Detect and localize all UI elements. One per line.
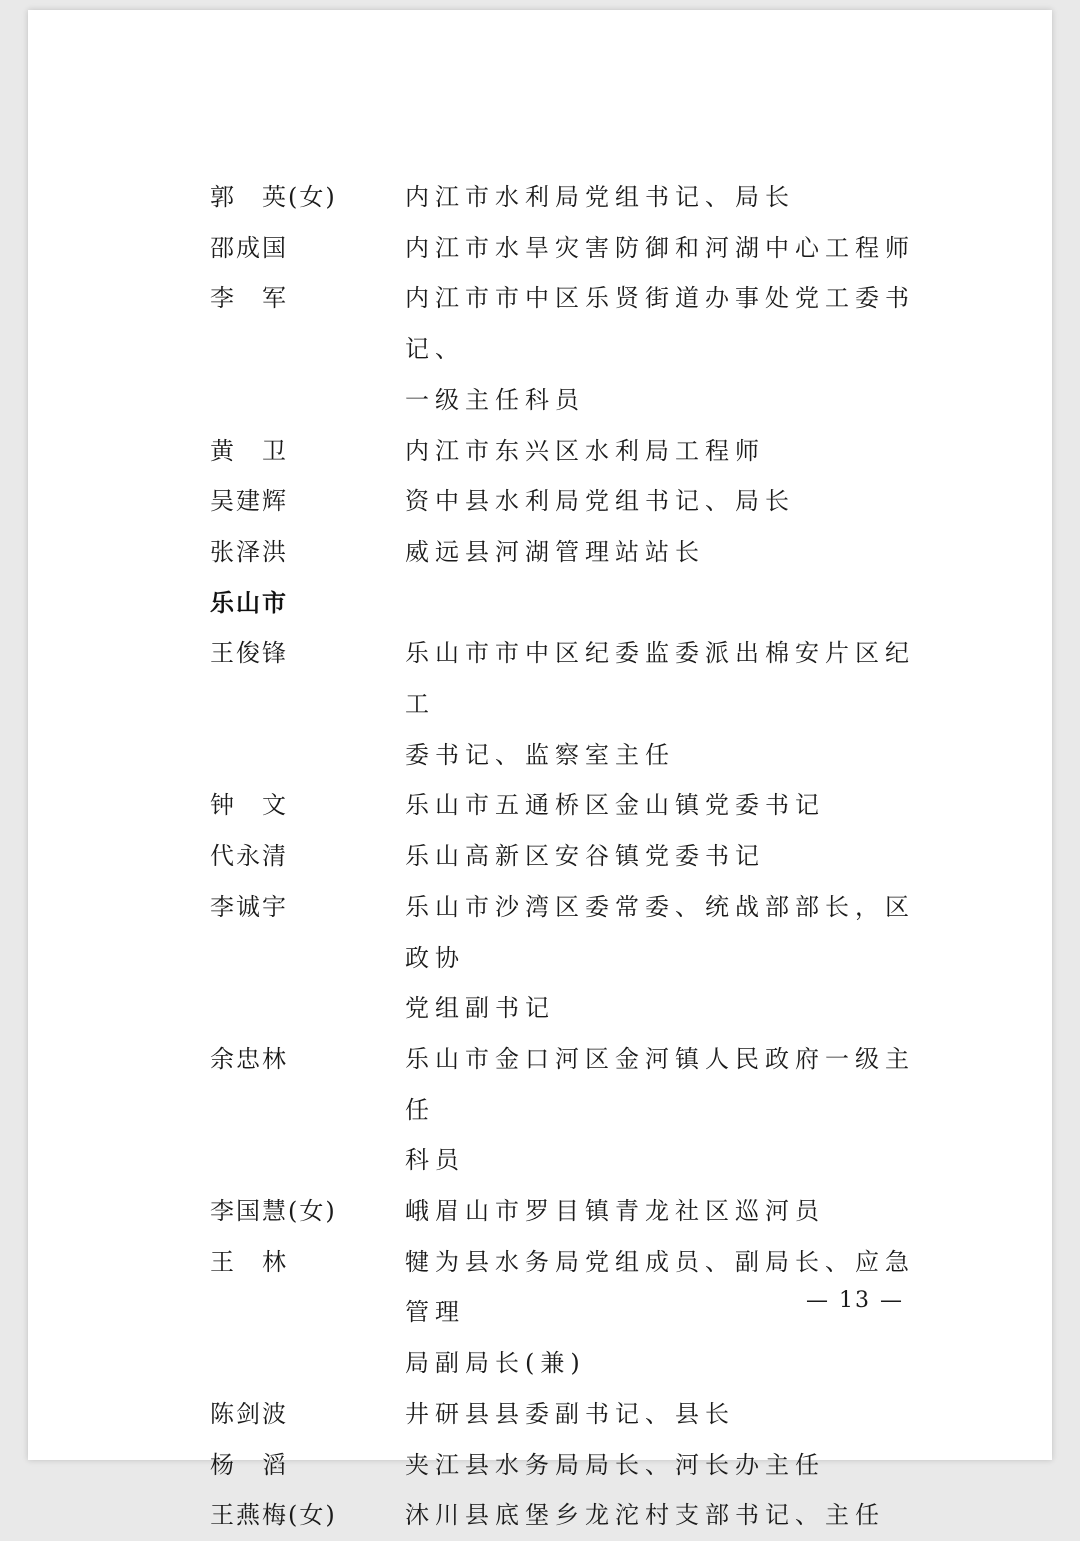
- person-duty: 资中县水利局党组书记、局长: [405, 487, 795, 516]
- list-item: [28, 628, 1052, 780]
- section-heading: 乐山市: [210, 587, 288, 617]
- person-duty: 内江市东兴区水利局工程师: [405, 436, 765, 465]
- list-item: [28, 273, 1052, 425]
- person-duty: 乐山市沙湾区委常委、统战部部长，区政协 党组副书记: [405, 892, 915, 1023]
- person-duty: 峨眉山市罗目镇青龙社区巡河员: [405, 1197, 825, 1226]
- list-item: [28, 1389, 1052, 1440]
- page-number: — 13 —: [806, 1288, 904, 1313]
- list-item: [28, 476, 1052, 527]
- person-duty: 乐山市金口河区金河镇人民政府一级主任 科员: [405, 1044, 915, 1175]
- list-item: [28, 831, 1052, 882]
- person-name: 邵成国: [210, 233, 288, 262]
- person-name: 郭 英(女): [210, 183, 337, 211]
- list-item: [28, 1440, 1052, 1491]
- list-item: [28, 527, 1052, 578]
- person-name: 李 军: [210, 284, 288, 313]
- person-name: 王燕梅(女): [210, 1501, 337, 1530]
- person-duty: 沐川县底堡乡龙沱村支部书记、主任: [405, 1501, 885, 1530]
- person-duty: 犍为县水务局党组成员、副局长、应急管理 局副局长(兼): [405, 1247, 915, 1378]
- person-duty: 井研县县委副书记、县长: [405, 1399, 735, 1428]
- person-name: 李诚宇: [210, 892, 288, 921]
- list-item: [28, 780, 1052, 831]
- list-item: [28, 1034, 1052, 1186]
- person-duty: 威远县河湖管理站站长: [405, 537, 705, 566]
- person-name: 陈剑波: [210, 1399, 288, 1428]
- person-duty: 内江市水利局党组书记、局长: [405, 183, 795, 211]
- person-name: 李国慧(女): [210, 1197, 337, 1226]
- person-duty: 乐山高新区安谷镇党委书记: [405, 842, 765, 871]
- person-duty: 夹江县水务局局长、河长办主任: [405, 1450, 825, 1479]
- person-name: 王 林: [210, 1247, 288, 1276]
- person-duty: 内江市市中区乐贤街道办事处党工委书记、 一级主任科员: [405, 284, 915, 414]
- entries-list: [28, 172, 1052, 1541]
- person-name: 王俊锋: [210, 639, 288, 668]
- list-item: [28, 172, 1052, 223]
- person-duty: 乐山市五通桥区金山镇党委书记: [405, 791, 825, 820]
- person-name: 张泽洪: [210, 537, 288, 566]
- list-item: [28, 426, 1052, 477]
- person-name: 杨 滔: [210, 1450, 288, 1479]
- person-duty: 乐山市市中区纪委监委派出棉安片区纪工 委书记、监察室主任: [405, 639, 915, 769]
- person-name: 钟 文: [210, 791, 288, 820]
- person-duty: 内江市水旱灾害防御和河湖中心工程师: [405, 233, 915, 262]
- list-item: [28, 1186, 1052, 1237]
- person-name: 吴建辉: [210, 487, 288, 516]
- list-item: [28, 1490, 1052, 1541]
- person-name: 余忠林: [210, 1044, 288, 1073]
- list-item: [28, 223, 1052, 274]
- person-name: 黄 卫: [210, 436, 288, 465]
- person-name: 代永清: [210, 842, 288, 871]
- document-page: [28, 10, 1052, 1530]
- list-item: [28, 882, 1052, 1034]
